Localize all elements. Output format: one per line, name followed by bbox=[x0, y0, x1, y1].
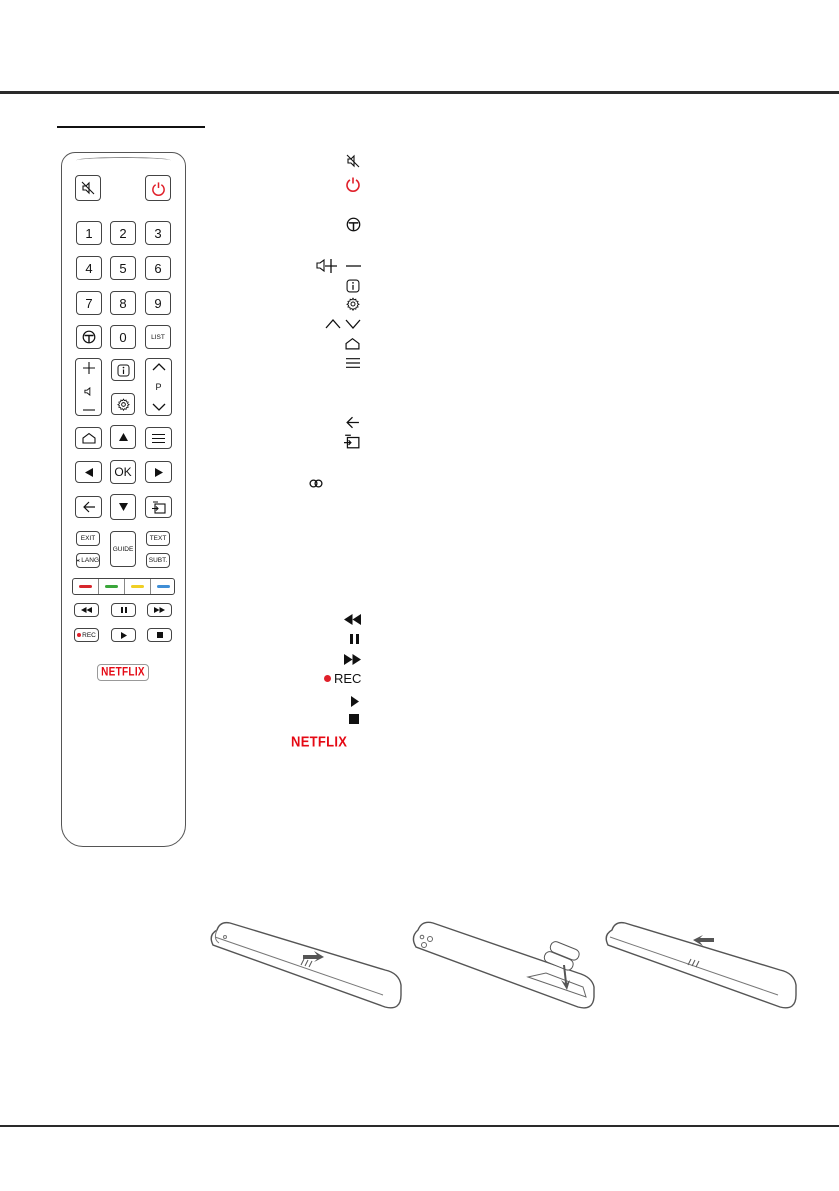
menu-button[interactable] bbox=[145, 427, 172, 449]
mute-button[interactable] bbox=[75, 175, 101, 201]
record-label: REC bbox=[82, 631, 96, 639]
legend-pause-icon bbox=[350, 634, 359, 644]
gear-icon bbox=[117, 398, 130, 411]
minus-icon bbox=[83, 408, 95, 412]
legend-record-label: REC bbox=[334, 670, 362, 686]
home-button[interactable] bbox=[75, 427, 102, 449]
program-rocker[interactable] bbox=[145, 358, 172, 416]
left-button[interactable] bbox=[75, 461, 102, 483]
digit-7-button[interactable]: 7 bbox=[76, 291, 102, 315]
legend-mute-icon bbox=[346, 154, 360, 168]
lang-label: LANG bbox=[81, 557, 99, 564]
power-button[interactable] bbox=[145, 175, 171, 201]
digit-5-button[interactable]: 5 bbox=[110, 256, 136, 280]
digit-1-button[interactable]: 1 bbox=[76, 221, 102, 245]
play-button[interactable] bbox=[111, 628, 136, 642]
tcl-icon bbox=[82, 330, 96, 344]
legend-netflix-label: NETFLIX bbox=[291, 732, 348, 750]
legend-lang-icon bbox=[309, 479, 323, 488]
legend-home-icon bbox=[345, 337, 360, 350]
legend-gear-icon bbox=[346, 297, 360, 311]
pause-icon bbox=[121, 607, 127, 613]
legend-fast-forward-icon bbox=[344, 654, 361, 665]
rewind-icon bbox=[81, 607, 92, 613]
guide-button[interactable]: GUIDE bbox=[110, 531, 136, 567]
chevron-down-icon bbox=[152, 403, 166, 412]
bottom-rule bbox=[0, 1125, 839, 1127]
netflix-logo: NETFLIX bbox=[101, 665, 145, 680]
tcl-button[interactable] bbox=[76, 325, 102, 349]
digit-0-button[interactable]: 0 bbox=[110, 325, 136, 349]
subtitle-button[interactable]: SUBT. bbox=[146, 553, 170, 568]
legend-info-icon bbox=[346, 279, 360, 293]
legend-back-icon bbox=[345, 416, 360, 429]
info-button[interactable] bbox=[111, 359, 135, 381]
stop-icon bbox=[157, 632, 163, 638]
triangle-right-icon bbox=[155, 468, 163, 477]
up-button[interactable] bbox=[110, 425, 136, 449]
input-source-button[interactable] bbox=[145, 496, 172, 518]
battery-insert-illustration bbox=[408, 915, 608, 1015]
digit-3-button[interactable]: 3 bbox=[145, 221, 171, 245]
record-dot-icon bbox=[77, 633, 81, 637]
legend-stop-icon bbox=[349, 714, 359, 724]
power-icon bbox=[151, 181, 166, 196]
info-icon bbox=[117, 364, 130, 377]
green-key[interactable] bbox=[99, 579, 125, 594]
lang-icon bbox=[77, 558, 80, 563]
right-button[interactable] bbox=[145, 461, 172, 483]
digit-8-button[interactable]: 8 bbox=[110, 291, 136, 315]
home-icon bbox=[82, 432, 96, 444]
remote-control-diagram bbox=[61, 152, 186, 847]
input-source-icon bbox=[152, 501, 166, 514]
top-rule bbox=[0, 91, 839, 94]
back-button[interactable] bbox=[75, 496, 102, 518]
triangle-down-icon bbox=[119, 503, 128, 511]
fast-forward-icon bbox=[154, 607, 165, 613]
legend-power-icon bbox=[345, 176, 361, 192]
plus-icon bbox=[83, 362, 95, 374]
speaker-icon bbox=[84, 387, 93, 396]
text-button[interactable]: TEXT bbox=[146, 531, 170, 546]
legend-program-updown-icon bbox=[325, 318, 362, 330]
menu-icon bbox=[152, 433, 165, 444]
exit-button[interactable]: EXIT bbox=[76, 531, 100, 546]
down-button[interactable] bbox=[110, 494, 136, 520]
color-keys-strip bbox=[72, 578, 175, 595]
section-underline bbox=[57, 126, 205, 128]
legend-volume-icon bbox=[316, 258, 362, 274]
legend-input-source-icon bbox=[344, 434, 360, 449]
blue-key[interactable] bbox=[151, 579, 175, 594]
record-button[interactable] bbox=[74, 628, 99, 642]
triangle-up-icon bbox=[119, 433, 128, 441]
lang-button[interactable] bbox=[76, 553, 100, 568]
legend-tcl-icon bbox=[346, 217, 361, 232]
volume-rocker[interactable] bbox=[75, 358, 102, 416]
legend-rewind-icon bbox=[344, 614, 361, 625]
stop-button[interactable] bbox=[147, 628, 172, 642]
mute-icon bbox=[81, 181, 95, 195]
red-key[interactable] bbox=[73, 579, 99, 594]
legend-menu-icon bbox=[346, 357, 360, 369]
legend-record-dot-icon bbox=[324, 675, 331, 682]
ok-button[interactable]: OK bbox=[110, 460, 136, 484]
settings-button[interactable] bbox=[111, 393, 135, 415]
chevron-up-icon bbox=[152, 362, 166, 371]
battery-cover-close-illustration bbox=[600, 915, 800, 1015]
play-icon bbox=[121, 632, 127, 639]
digit-6-button[interactable]: 6 bbox=[145, 256, 171, 280]
digit-2-button[interactable]: 2 bbox=[110, 221, 136, 245]
legend-record bbox=[324, 670, 361, 686]
arrow-left-icon bbox=[82, 501, 96, 513]
digit-4-button[interactable]: 4 bbox=[76, 256, 102, 280]
digit-9-button[interactable]: 9 bbox=[145, 291, 171, 315]
netflix-button[interactable] bbox=[97, 664, 149, 681]
legend-play-icon bbox=[351, 696, 359, 707]
yellow-key[interactable] bbox=[125, 579, 151, 594]
remote-top-edge bbox=[76, 157, 171, 164]
program-label: P bbox=[155, 382, 162, 392]
legend-netflix-logo bbox=[291, 733, 347, 749]
list-button[interactable]: LIST bbox=[145, 325, 171, 349]
battery-cover-remove-illustration bbox=[205, 915, 405, 1015]
rewind-button[interactable] bbox=[74, 603, 99, 617]
fast-forward-button[interactable] bbox=[147, 603, 172, 617]
pause-button[interactable] bbox=[111, 603, 136, 617]
triangle-left-icon bbox=[85, 468, 93, 477]
